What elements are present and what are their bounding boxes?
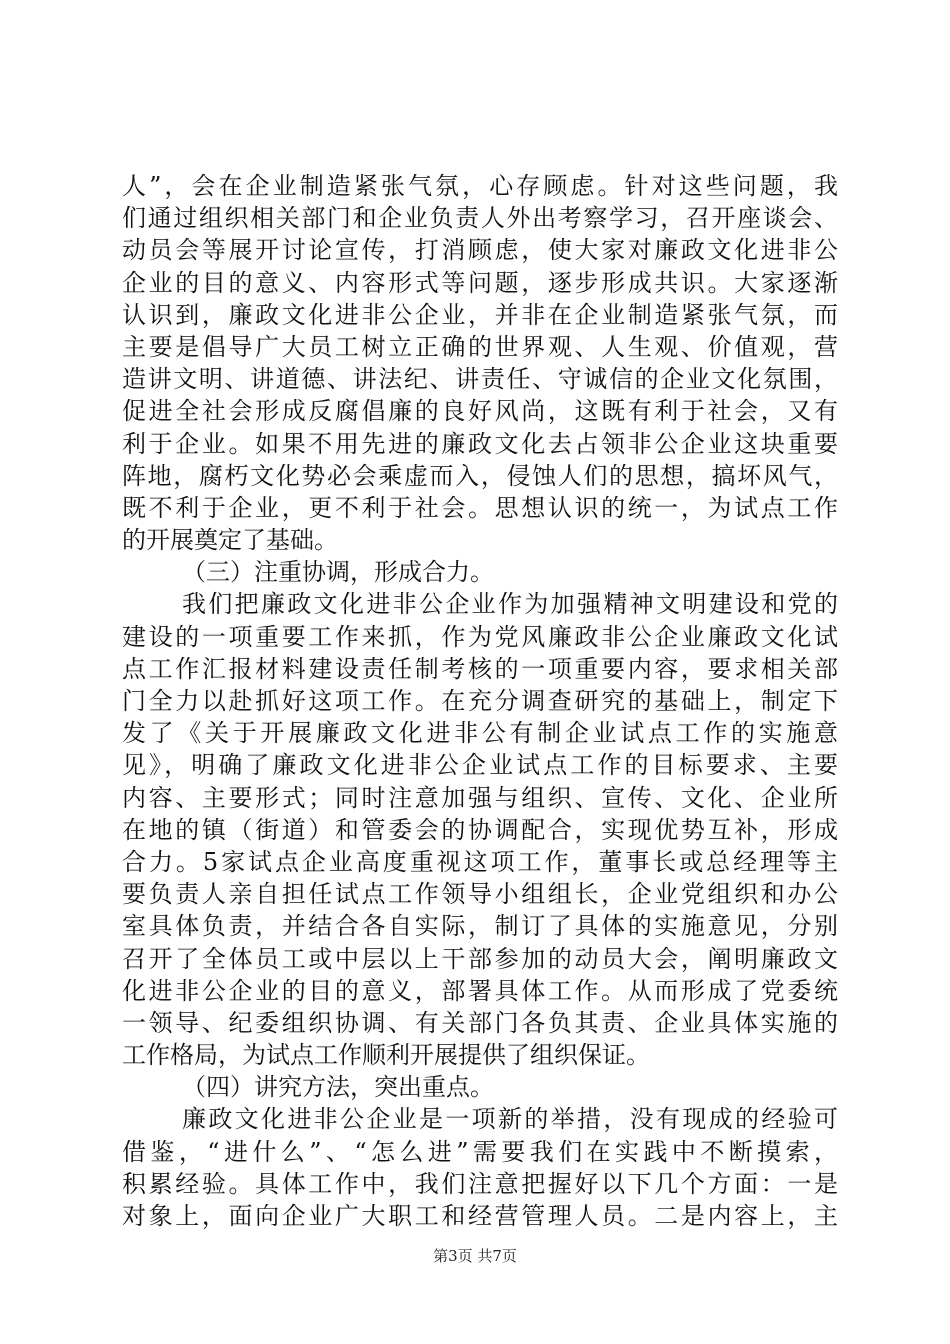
page-number-footer: 第3页 共7页: [433, 1247, 517, 1265]
text-line: 借鉴，“进什么”、“怎么进”需要我们在实践中不断摸索，: [122, 1137, 838, 1166]
text-line: 们通过组织相关部门和企业负责人外出考察学习，召开座谈会、: [122, 204, 838, 233]
text-line: 阵地，腐朽文化势必会乘虚而入，侵蚀人们的思想，搞坏风气，: [122, 461, 838, 490]
text-line: 对象上，面向企业广大职工和经营管理人员。二是内容上，主: [122, 1202, 838, 1230]
text-line: 利于企业。如果不用先进的廉政文化去占领非公企业这块重要: [122, 429, 838, 458]
text-line: 在地的镇（街道）和管委会的协调配合，实现优势互补，形成: [122, 815, 838, 844]
text-line: 门全力以赴抓好这项工作。在充分调查研究的基础上，制定下: [122, 687, 838, 715]
text-line: 动员会等展开讨论宣传，打消顾虑，使大家对廉政文化进非公: [122, 236, 838, 265]
text-line: 一领导、纪委组织协调、有关部门各负其责、企业具体实施的: [122, 1008, 838, 1037]
text-line: 召开了全体员工或中层以上干部参加的动员大会，阐明廉政文: [122, 944, 838, 973]
section-heading-3: （三）注重协调，形成合力。: [182, 558, 494, 587]
text-line: 积累经验。具体工作中，我们注意把握好以下几个方面：一是: [122, 1169, 838, 1198]
text-line: 要负责人亲自担任试点工作领导小组组长，企业党组织和办公: [122, 880, 838, 909]
text-line: 既不利于企业，更不利于社会。思想认识的统一，为试点工作: [122, 493, 838, 522]
text-line: 主要是倡导广大员工树立正确的世界观、人生观、价值观，营: [122, 332, 838, 361]
text-line: 合力。5家试点企业高度重视这项工作，董事长或总经理等主: [122, 847, 838, 876]
text-line: 企业的目的意义、内容形式等问题，逐步形成共识。大家逐渐: [122, 268, 838, 297]
body-text: [122, 170, 838, 1232]
section-heading-4: （四）讲究方法，突出重点。: [182, 1073, 494, 1102]
text-line: 建设的一项重要工作来抓，作为党风廉政非公企业廉政文化试: [122, 622, 838, 651]
text-line: 见》，明确了廉政文化进非公企业试点工作的目标要求、主要: [122, 751, 838, 780]
text-line: 发了《关于开展廉政文化进非公有制企业试点工作的实施意: [122, 719, 838, 748]
text-line: 造讲文明、讲道德、讲法纪、讲责任、守诚信的企业文化氛围，: [122, 365, 838, 394]
text-line: 廉政文化进非公企业是一项新的举措，没有现成的经验可: [182, 1105, 838, 1134]
text-line: 我们把廉政文化进非公企业作为加强精神文明建设和党的: [182, 590, 838, 619]
text-line: 人”，会在企业制造紧张气氛，心存顾虑。针对这些问题，我: [122, 172, 838, 200]
text-line: 内容、主要形式；同时注意加强与组织、宣传、文化、企业所: [122, 783, 838, 812]
text-line: 化进非公企业的目的意义，部署具体工作。从而形成了党委统: [122, 976, 838, 1005]
text-line: 室具体负责，并结合各自实际，制订了具体的实施意见，分别: [122, 912, 838, 941]
text-line: 认识到，廉政文化进非公企业，并非在企业制造紧张气氛，而: [122, 300, 838, 329]
text-line: 促进全社会形成反腐倡廉的良好风尚，这既有利于社会，又有: [122, 397, 838, 426]
text-line: 的开展奠定了基础。: [122, 526, 338, 555]
text-line: 工作格局，为试点工作顺利开展提供了组织保证。: [122, 1041, 650, 1070]
text-line: 点工作汇报材料建设责任制考核的一项重要内容，要求相关部: [122, 654, 838, 683]
